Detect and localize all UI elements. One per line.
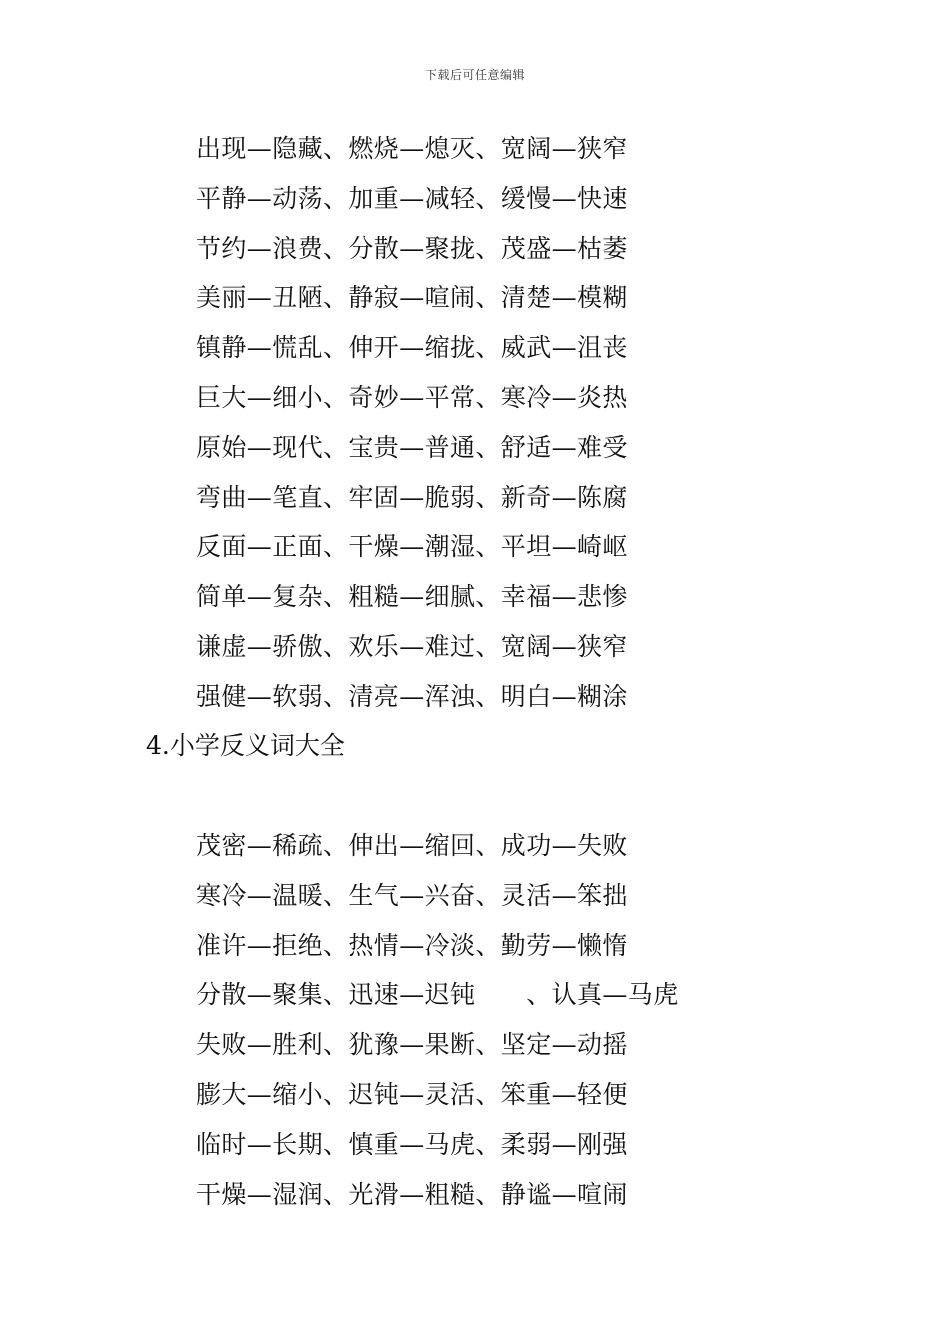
antonym-line: 寒冷—温暖、生气—兴奋、灵活—笨拙 [196,880,628,910]
antonym-line: 节约—浪费、分散—聚拢、茂盛—枯萎 [196,233,628,263]
antonym-line: 美丽—丑陋、静寂—喧闹、清楚—模糊 [196,283,628,313]
antonym-line: 分散—聚集、迅速—迟钝 、认真—马虎 [196,980,679,1010]
section-heading: 4.小学反义词大全 [146,731,345,760]
antonym-line: 准许—拒绝、热情—冷淡、勤劳—懒惰 [196,930,628,960]
antonym-line: 巨大—细小、奇妙—平常、寒冷—炎热 [196,382,628,412]
antonym-list-2 [196,825,679,1223]
antonym-line: 临时—长期、慎重—马虎、柔弱—刚强 [196,1129,628,1159]
antonym-line: 原始—现代、宝贵—普通、舒适—难受 [196,432,628,462]
antonym-line: 平静—动荡、加重—减轻、缓慢—快速 [196,183,628,213]
antonym-line: 干燥—湿润、光滑—粗糙、静谧—喧闹 [196,1179,628,1209]
antonym-line: 简单—复杂、粗糙—细腻、幸福—悲惨 [196,582,628,612]
antonym-line: 谦虚—骄傲、欢乐—难过、宽阔—狭窄 [196,631,628,661]
antonym-line: 镇静—慌乱、伸开—缩拢、威武—沮丧 [196,333,628,363]
antonym-list-1 [196,128,628,726]
antonym-line: 失败—胜利、犹豫—果断、坚定—动摇 [196,1030,628,1060]
page-header-note: 下载后可任意编辑 [424,68,525,82]
antonym-line: 反面—正面、干燥—潮湿、平坦—崎岖 [196,532,628,562]
antonym-line: 膨大—缩小、迟钝—灵活、笨重—轻便 [196,1079,628,1109]
antonym-line: 出现—隐藏、燃烧—熄灭、宽阔—狭窄 [196,134,628,163]
antonym-line: 茂密—稀疏、伸出—缩回、成功—失败 [196,831,628,860]
antonym-line: 弯曲—笔直、牢固—脆弱、新奇—陈腐 [196,482,628,512]
antonym-line: 强健—软弱、清亮—浑浊、明白—糊涂 [196,681,628,711]
